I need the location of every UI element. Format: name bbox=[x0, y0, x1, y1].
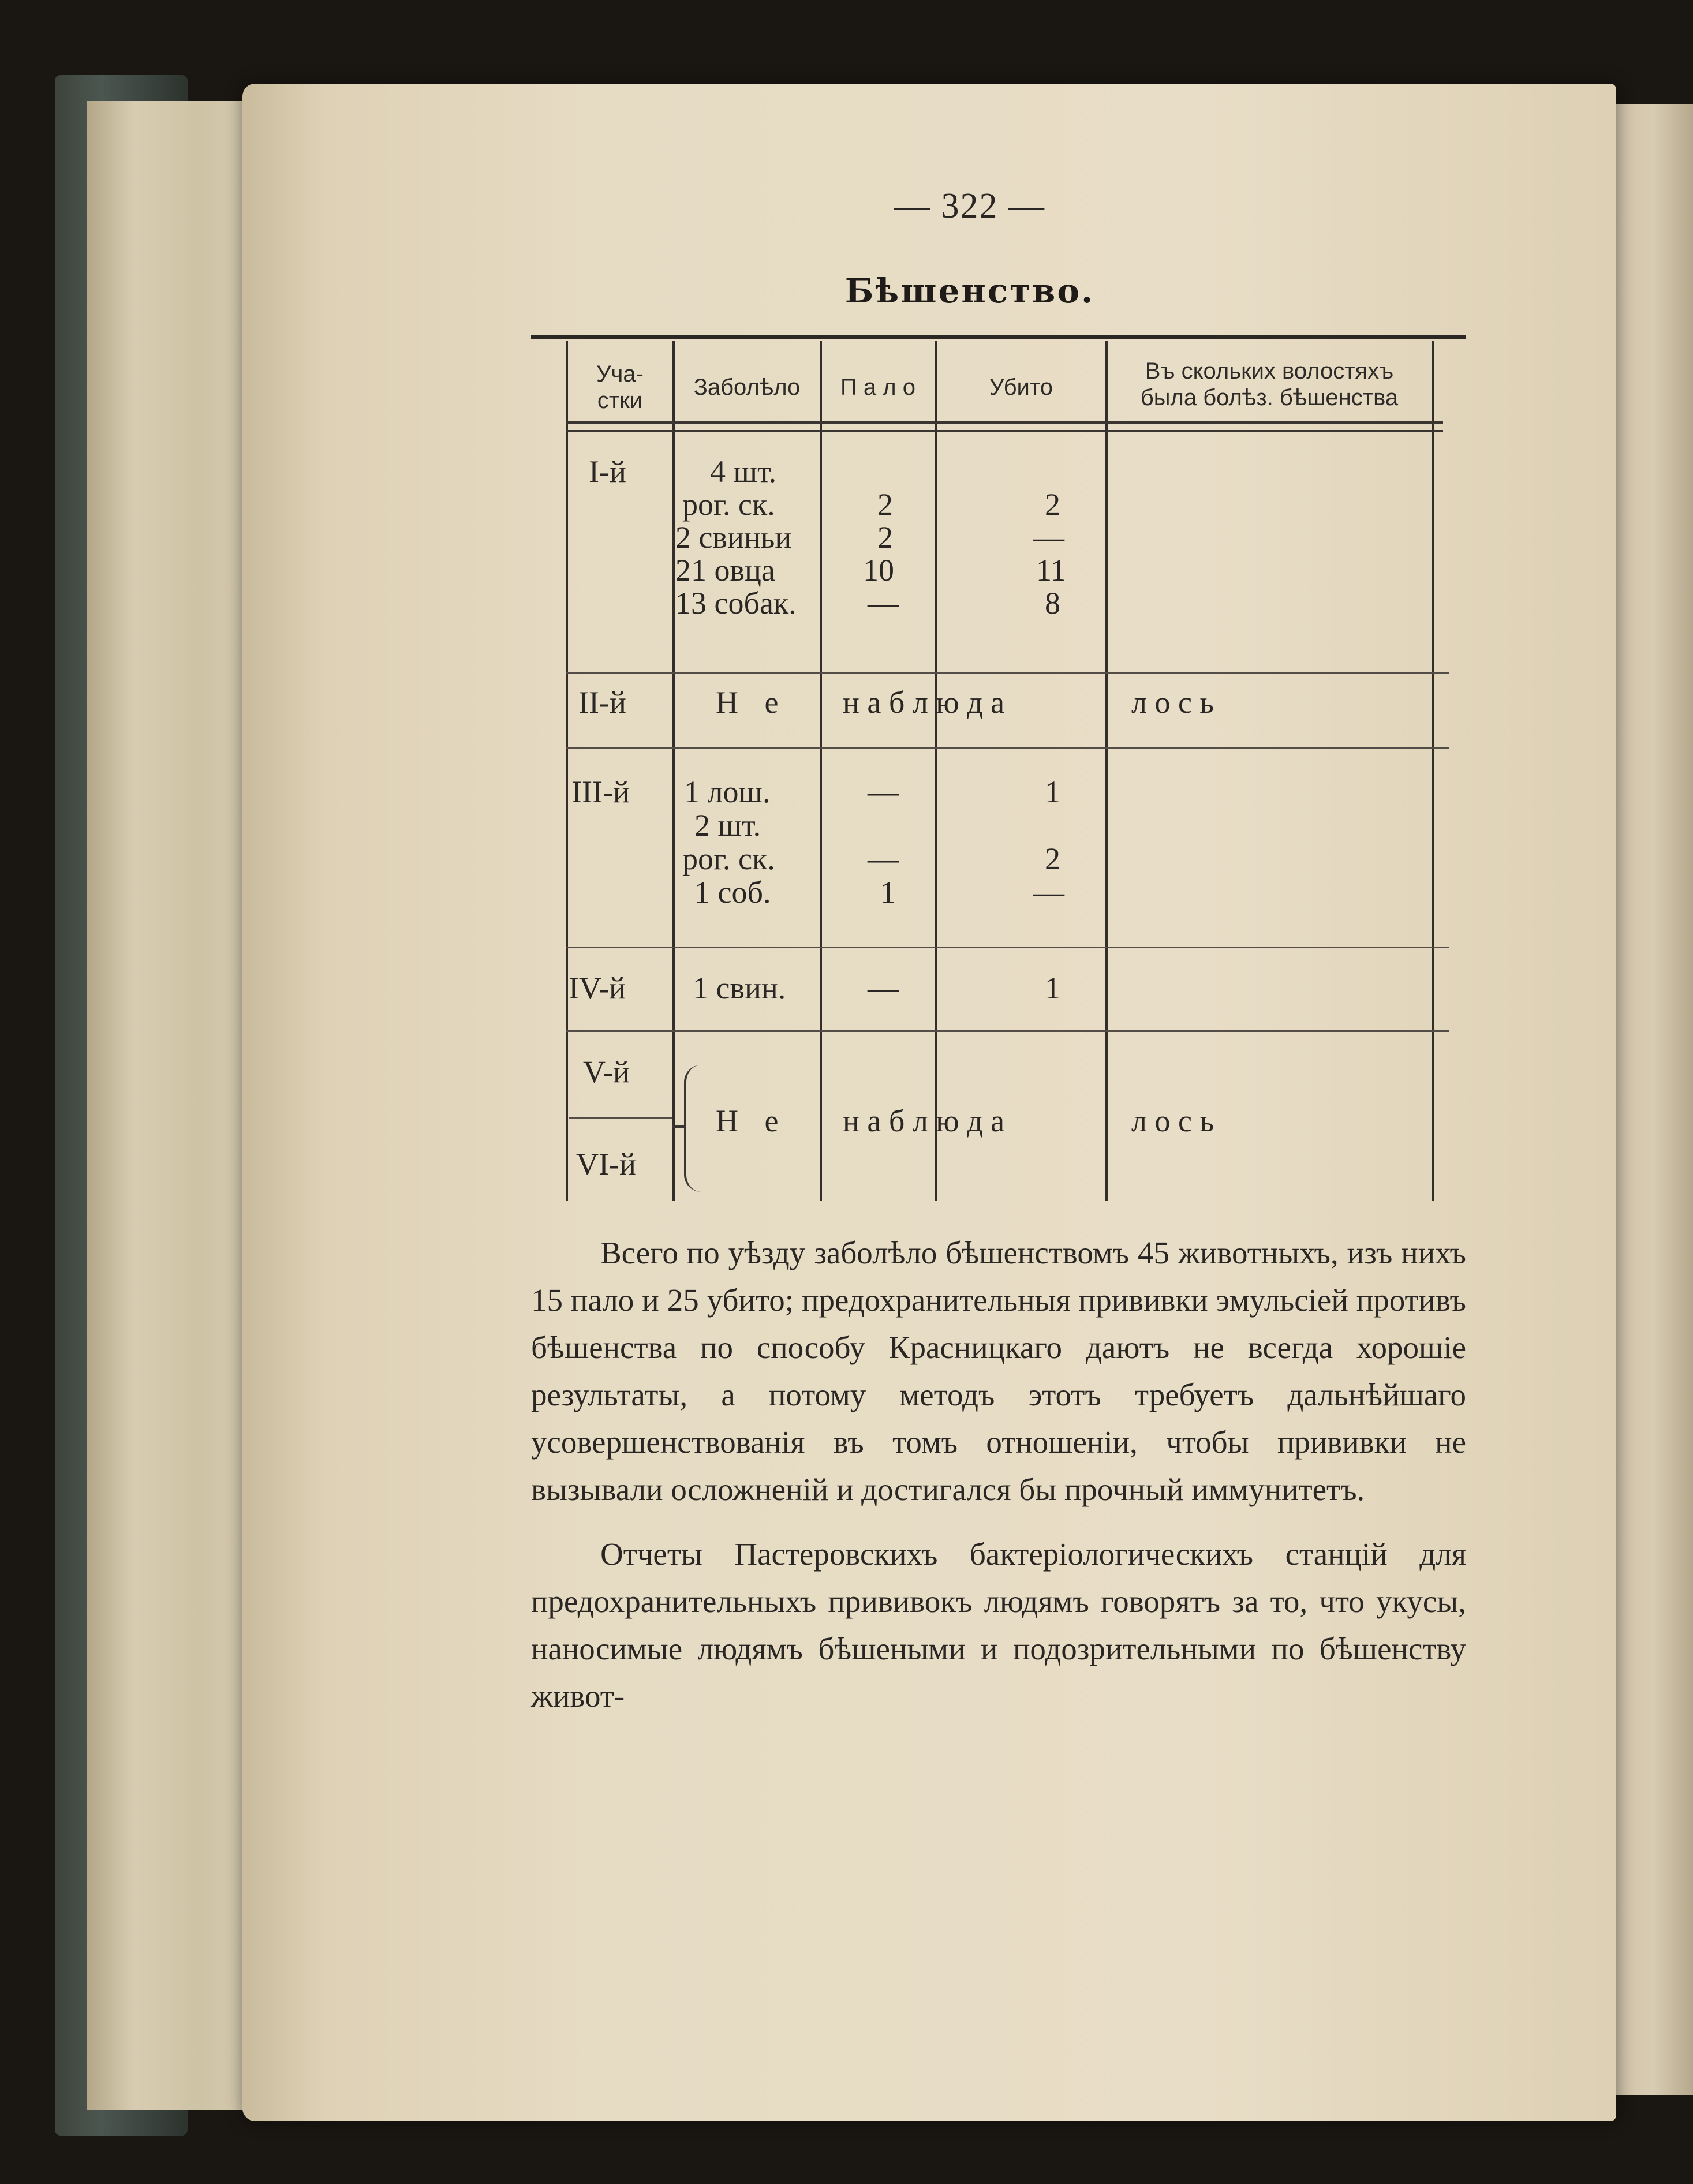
header-rule bbox=[566, 430, 1443, 432]
grouping-brace bbox=[684, 1065, 709, 1192]
sick-cell: 1 лош. bbox=[684, 775, 771, 809]
page-number: — 322 — bbox=[894, 186, 1045, 226]
row-divider bbox=[566, 747, 1449, 749]
sick-cell: рог. ск. bbox=[682, 487, 775, 522]
row-divider bbox=[566, 947, 1449, 948]
killed-cell: 11 bbox=[1036, 553, 1066, 588]
row-district: V-й bbox=[583, 1054, 630, 1089]
row-district: I-й bbox=[589, 454, 626, 489]
sick-cell: 13 собак. bbox=[675, 586, 797, 620]
not-observed-text: л о с ь bbox=[1131, 1104, 1214, 1138]
table-vline bbox=[566, 341, 568, 1201]
died-cell: — bbox=[868, 775, 899, 809]
sick-cell: 2 шт. bbox=[694, 808, 761, 843]
header-districts-count: Въ скольких волостяхъ была болѣз. бѣшенства bbox=[1140, 358, 1399, 410]
not-observed-text: л о с ь bbox=[1131, 685, 1214, 720]
row-subdivider bbox=[569, 1117, 672, 1119]
killed-cell: — bbox=[1033, 875, 1064, 910]
grouping-brace bbox=[672, 1125, 686, 1128]
not-observed-text: н а б л ю д а bbox=[843, 685, 1005, 720]
died-cell: 2 bbox=[877, 520, 893, 555]
row-divider bbox=[566, 672, 1449, 674]
table-vline bbox=[1105, 341, 1108, 1201]
rabies-table bbox=[531, 335, 1466, 1206]
sick-cell: рог. ск. bbox=[682, 842, 775, 876]
sick-cell: 21 овца bbox=[675, 553, 775, 588]
table-top-rule bbox=[531, 335, 1466, 339]
killed-cell: 2 bbox=[1045, 487, 1060, 522]
header-killed: Убито bbox=[989, 375, 1053, 400]
row-district: VI-й bbox=[576, 1147, 636, 1181]
paragraph: Всего по уѣзду заболѣло бѣшенствомъ 45 животныхъ, изъ нихъ 15 пало и 25 убито; предохранительныя прививки эмульсіей противъ бѣшенства по способу Красницкаго даютъ не всегда хорошіе результаты, а потому методъ этотъ требуетъ дальнѣйшаго усовершенствованія въ томъ отношеніи, чтобы прививки не вызывали осложненій и достигался бы прочный иммунитетъ. bbox=[531, 1235, 1466, 1507]
died-cell: 2 bbox=[877, 487, 893, 522]
row-district: II-й bbox=[578, 685, 626, 720]
row-district: III-й bbox=[571, 775, 630, 809]
table-vline bbox=[935, 341, 937, 1201]
killed-cell: 2 bbox=[1045, 842, 1060, 876]
row-divider bbox=[566, 1030, 1449, 1032]
not-observed-text: н а б л ю д а bbox=[843, 1104, 1005, 1138]
body-text bbox=[531, 1229, 1466, 1737]
section-title: Бѣшенство. bbox=[844, 271, 1095, 311]
died-cell: 10 bbox=[863, 553, 894, 588]
killed-cell: 1 bbox=[1045, 971, 1060, 1005]
died-cell: 1 bbox=[880, 875, 896, 910]
sick-cell: 2 свиньи bbox=[675, 520, 792, 555]
table-vline bbox=[1432, 341, 1434, 1201]
header-died: П а л о bbox=[840, 375, 915, 400]
header-district: Уча- стки bbox=[596, 361, 644, 413]
paragraph: Отчеты Пастеровскихъ бактеріологическихъ станцій для предохранительныхъ прививокъ людямъ говорятъ за то, что укусы, наносимые людямъ бѣшеными и подозрительными по бѣшенству живот- bbox=[531, 1536, 1466, 1714]
died-cell: — bbox=[868, 971, 899, 1005]
header-rule bbox=[566, 421, 1443, 424]
row-district: IV-й bbox=[569, 971, 626, 1005]
table-vline bbox=[820, 341, 822, 1201]
sick-cell: 4 шт. bbox=[710, 454, 777, 489]
sick-cell: 1 свин. bbox=[693, 971, 786, 1005]
not-observed-text: Н е bbox=[716, 685, 788, 720]
died-cell: — bbox=[868, 586, 899, 620]
killed-cell: 8 bbox=[1045, 586, 1060, 620]
table-vline bbox=[672, 341, 675, 1201]
header-sick: Заболѣло bbox=[693, 375, 801, 400]
killed-cell: — bbox=[1033, 520, 1064, 555]
not-observed-text: Н е bbox=[716, 1104, 788, 1138]
killed-cell: 1 bbox=[1045, 775, 1060, 809]
died-cell: — bbox=[868, 842, 899, 876]
sick-cell: 1 соб. bbox=[694, 875, 771, 910]
